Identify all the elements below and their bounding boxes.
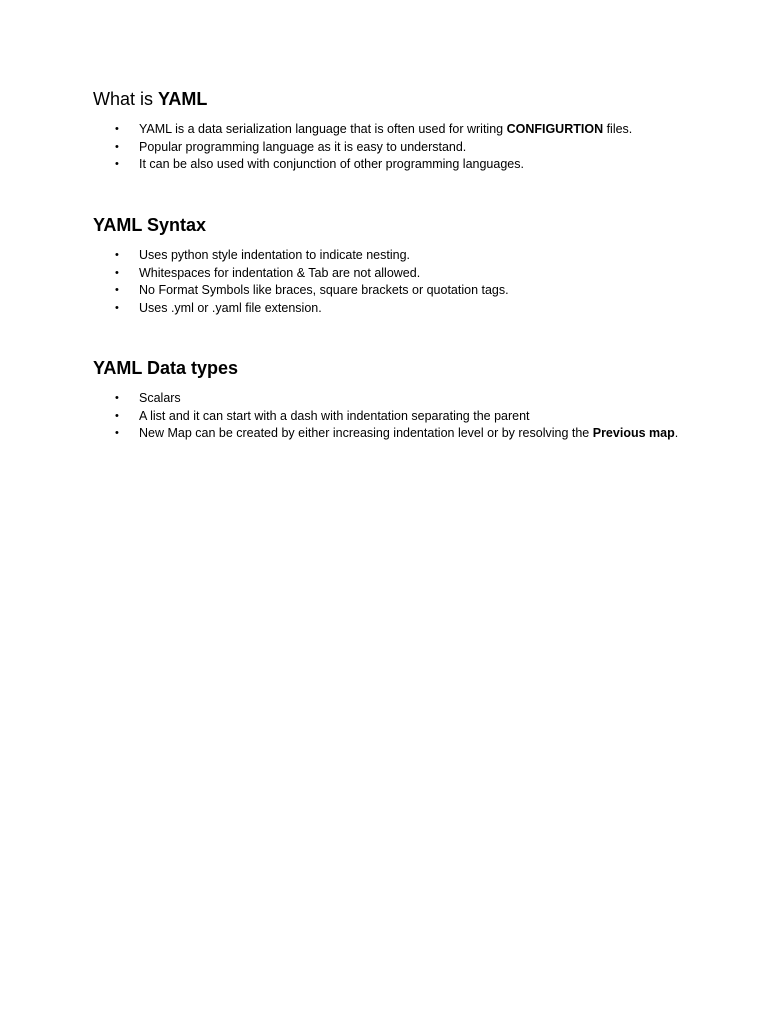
list-item-text: files. bbox=[603, 122, 633, 136]
bullet-dot-icon: • bbox=[115, 140, 119, 153]
heading-plain-text: What is bbox=[93, 89, 159, 109]
list-item bbox=[115, 390, 680, 408]
section-heading bbox=[93, 88, 693, 110]
section-yaml-syntax bbox=[93, 214, 693, 316]
list-item-text: . bbox=[674, 426, 679, 441]
list-item bbox=[115, 121, 675, 139]
section-heading: YAML Syntax bbox=[93, 215, 207, 235]
bullet-dot-icon: • bbox=[115, 409, 119, 422]
list-item-bold-text: Previous map bbox=[592, 426, 675, 441]
section-heading: YAML Data types bbox=[93, 358, 239, 378]
list-item bbox=[115, 425, 680, 443]
list-item-text: No Format Symbols like braces, square brackets or quotation tags. bbox=[139, 283, 509, 298]
list-item-text: A list and it can start with a dash with indentation separating the parent bbox=[139, 408, 530, 423]
heading-bold-text: YAML bbox=[158, 89, 208, 109]
bullet-list bbox=[115, 390, 680, 443]
list-item-text: Popular programming language as it is easy to understand. bbox=[139, 139, 467, 154]
list-item-text: Uses .yml or .yaml file extension. bbox=[139, 301, 322, 316]
list-item bbox=[115, 408, 680, 426]
bullet-dot-icon: • bbox=[115, 123, 119, 135]
list-item bbox=[115, 156, 675, 174]
list-item-text: YAML is a data serialization language that is often used for writing bbox=[139, 122, 507, 136]
bullet-dot-icon: • bbox=[115, 158, 119, 171]
bullet-dot-icon: • bbox=[115, 302, 119, 315]
list-item-bold-text: CONFIGURTION bbox=[506, 122, 604, 136]
bullet-dot-icon: • bbox=[115, 266, 119, 279]
list-item-text: New Map can be created by either increasing indentation level or by resolving the bbox=[139, 426, 593, 441]
list-item bbox=[115, 139, 675, 157]
bullet-list bbox=[115, 121, 675, 174]
bullet-dot-icon: • bbox=[115, 249, 119, 261]
section-yaml-data-types bbox=[93, 357, 693, 441]
list-item bbox=[115, 300, 675, 318]
bullet-list bbox=[115, 247, 675, 318]
list-item bbox=[115, 282, 675, 300]
bullet-dot-icon: • bbox=[115, 284, 119, 297]
bullet-dot-icon: • bbox=[115, 392, 119, 404]
bullet-dot-icon: • bbox=[115, 427, 119, 440]
list-item-text: Scalars bbox=[139, 391, 181, 405]
list-item bbox=[115, 265, 675, 283]
section-what-is-yaml bbox=[93, 88, 693, 172]
list-item-text: Uses python style indentation to indicate nesting. bbox=[139, 248, 411, 262]
list-item-text: It can be also used with conjunction of other programming languages. bbox=[139, 157, 524, 172]
list-item-text: Whitespaces for indentation & Tab are not allowed. bbox=[139, 265, 421, 280]
list-item bbox=[115, 247, 675, 265]
